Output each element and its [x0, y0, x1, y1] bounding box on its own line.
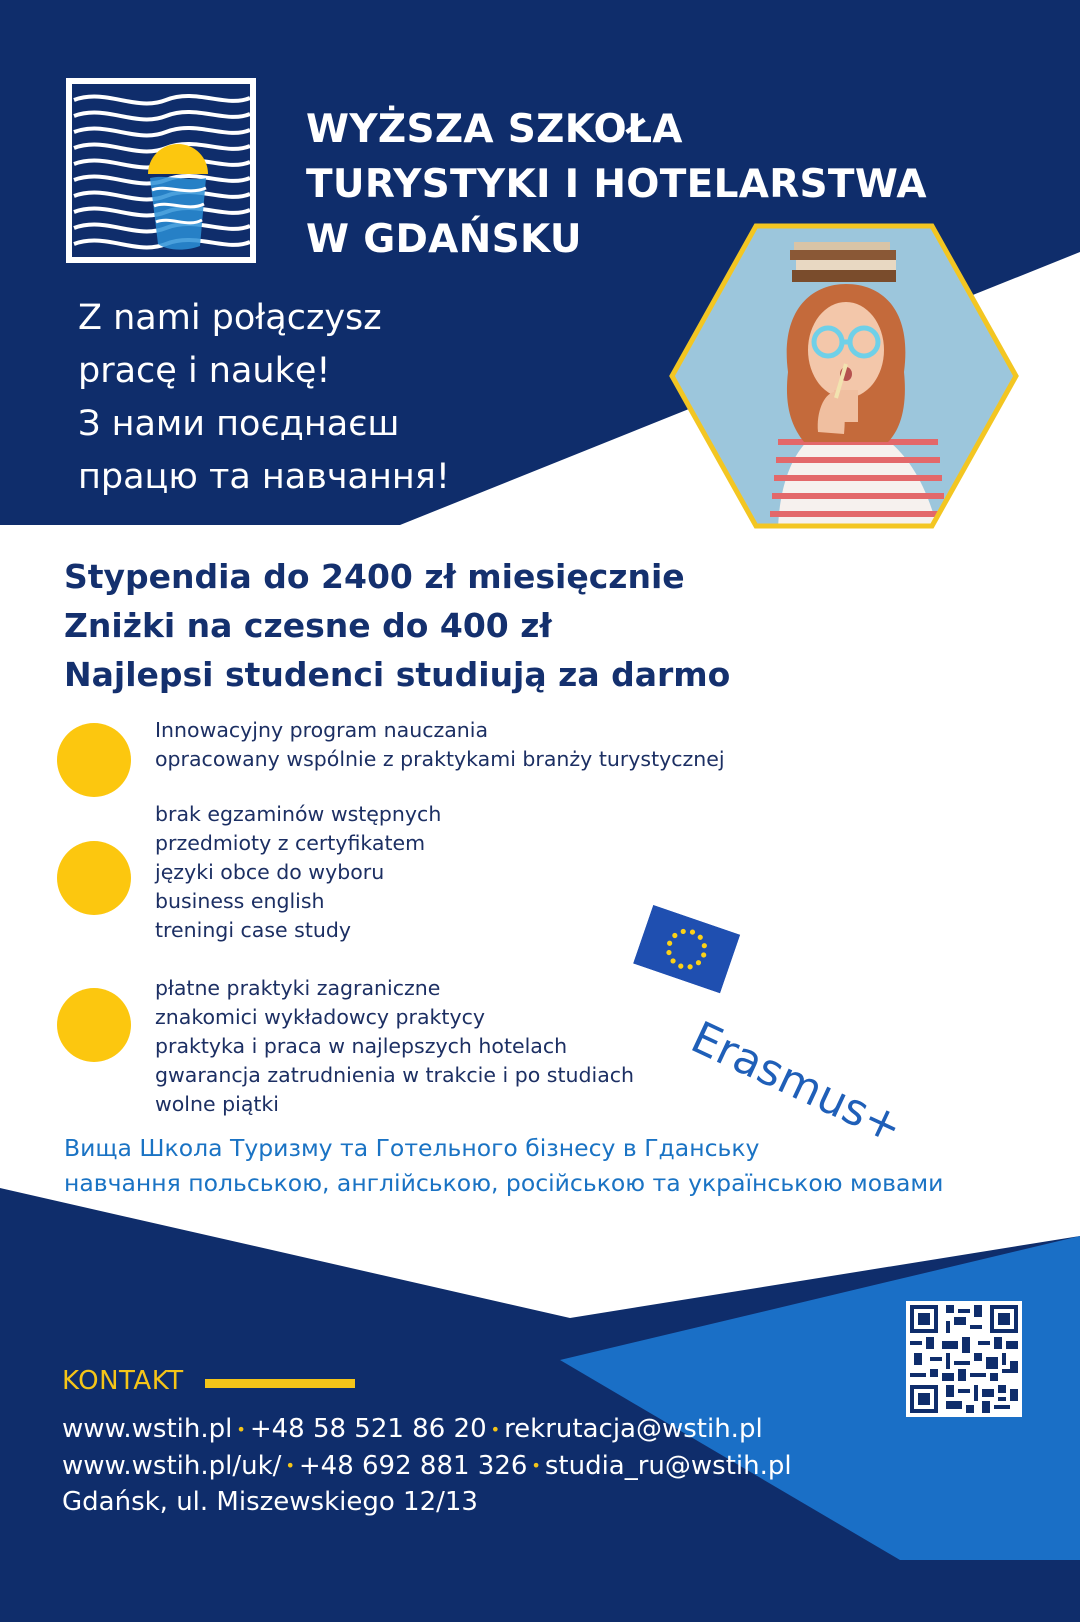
slogan-line: pracę i naukę!	[78, 351, 331, 391]
slogan-line: З нами поєднаєш	[78, 404, 400, 444]
website-link-uk[interactable]: www.wstih.pl/uk/	[62, 1450, 282, 1481]
separator-icon: •	[285, 1456, 295, 1475]
waves-sun-logo-icon	[66, 78, 256, 263]
separator-icon: •	[531, 1456, 541, 1475]
address: Gdańsk, ul. Miszewskiego 12/13	[62, 1487, 478, 1517]
email-pl[interactable]: rekrutacja@wstih.pl	[504, 1414, 763, 1444]
yellow-bullet-icon	[57, 723, 131, 797]
email-uk[interactable]: studia_ru@wstih.pl	[544, 1450, 792, 1481]
contact-line-uk	[62, 1448, 792, 1485]
qr-code-icon[interactable]	[906, 1301, 1022, 1417]
school-name-line: W GDAŃSKU	[306, 217, 582, 262]
benefit-line: Stypendia do 2400 zł miesięcznie	[64, 557, 685, 596]
feature-line: treningi case study	[155, 918, 352, 942]
student-photo	[668, 222, 1020, 534]
contact-line-pl	[62, 1411, 792, 1448]
feature-line: języki obce do wyboru	[155, 860, 385, 884]
feature-line: Innowacyjny program nauczania	[155, 718, 489, 742]
feature-group	[155, 800, 441, 945]
benefits-list	[64, 552, 730, 699]
feature-group	[155, 716, 725, 774]
ukrainian-info-line: навчання польською, англійською, російською та українською мовами	[64, 1169, 944, 1197]
slogan-line: Z nami połączysz	[78, 298, 382, 338]
ukrainian-info-line: Вища Школа Туризму та Готельного бізнесу в Гданську	[64, 1134, 760, 1162]
feature-line: gwarancja zatrudnienia w trakcie i po studiach	[155, 1063, 635, 1087]
feature-group	[155, 974, 634, 1119]
separator-icon: •	[490, 1419, 501, 1439]
yellow-bullet-icon	[57, 841, 131, 915]
kontakt-label: KONTAKT	[62, 1366, 184, 1396]
phone-uk[interactable]: +48 692 881 326	[298, 1450, 528, 1481]
benefit-line: Zniżki na czesne do 400 zł	[64, 606, 552, 645]
school-name-line: TURYSTYKI I HOTELARSTWA	[306, 162, 927, 207]
feature-line: wolne piątki	[155, 1092, 280, 1116]
qr-code-graphic	[906, 1301, 1022, 1417]
erasmus-label: Erasmus+	[683, 1012, 911, 1154]
contact-block	[62, 1411, 792, 1520]
feature-line: praktyka i praca w najlepszych hotelach	[155, 1034, 568, 1058]
student-with-books-photo	[668, 222, 1020, 530]
slogan	[78, 292, 450, 504]
feature-line: business english	[155, 889, 325, 913]
school-logo	[66, 78, 256, 267]
feature-line: płatne praktyki zagraniczne	[155, 976, 441, 1000]
kontakt-underline	[205, 1379, 355, 1388]
feature-line: brak egzaminów wstępnych	[155, 802, 442, 826]
separator-icon: •	[236, 1419, 246, 1439]
phone-pl[interactable]: +48 58 521 86 20	[249, 1414, 487, 1444]
benefit-line: Najlepsi studenci studiują za darmo	[64, 655, 731, 694]
feature-line: opracowany wspólnie z praktykami branży turystycznej	[155, 747, 725, 771]
ukrainian-info	[64, 1131, 943, 1201]
yellow-bullet-icon	[57, 988, 131, 1062]
website-link-pl[interactable]: www.wstih.pl	[62, 1414, 233, 1444]
feature-line: przedmioty z certyfikatem	[155, 831, 426, 855]
school-name-line: WYŻSZA SZKOŁA	[306, 107, 683, 152]
slogan-line: працю та навчання!	[78, 457, 450, 497]
feature-line: znakomici wykładowcy praktycy	[155, 1005, 485, 1029]
